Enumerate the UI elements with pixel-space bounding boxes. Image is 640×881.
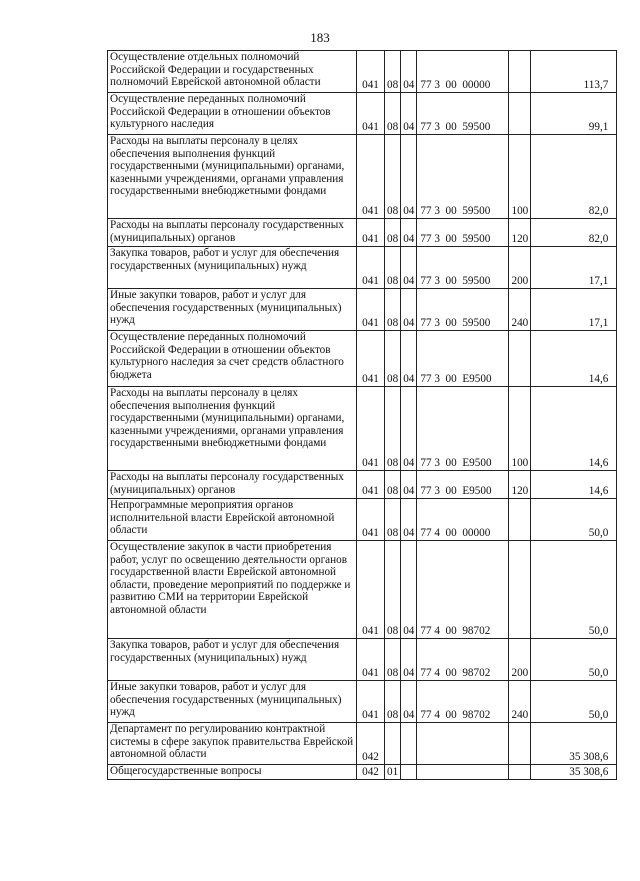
row-code-admin: 041 [357, 681, 385, 723]
row-code-subsection: 04 [401, 471, 417, 499]
row-amount: 14,6 [531, 331, 617, 387]
row-code-section: 01 [385, 765, 401, 780]
row-code-section: 08 [385, 93, 401, 135]
row-code-target: 77 3 00 00000 [417, 51, 509, 93]
row-amount: 113,7 [531, 51, 617, 93]
row-code-section [385, 723, 401, 765]
row-name: Закупка товаров, работ и услуг для обеспечения государственных (муниципальных) нужд [108, 639, 357, 681]
row-name: Осуществление переданных полномочий Российской Федерации в отношении объектов культурного наследия [108, 93, 357, 135]
row-code-expense-type: 120 [509, 219, 531, 247]
row-amount: 17,1 [531, 289, 617, 331]
row-code-admin: 041 [357, 387, 385, 471]
row-name: Расходы на выплаты персоналу в целях обеспечения выполнения функций государственными (муниципальными) органами, казенными учреждениями, органами управления государственными внебюджетными фондами [108, 387, 357, 471]
row-code-admin: 041 [357, 93, 385, 135]
row-code-expense-type [509, 765, 531, 780]
row-code-subsection: 04 [401, 51, 417, 93]
row-code-expense-type [509, 51, 531, 93]
row-code-section: 08 [385, 135, 401, 219]
row-code-subsection: 04 [401, 247, 417, 289]
table-row [108, 93, 617, 135]
row-code-expense-type [509, 499, 531, 541]
row-code-admin: 041 [357, 541, 385, 639]
row-name: Департамент по регулированию контрактной системы в сфере закупок правительства Еврейской автономной области [108, 723, 357, 765]
row-code-target: 77 3 00 59500 [417, 219, 509, 247]
row-code-section: 08 [385, 541, 401, 639]
table-row [108, 331, 617, 387]
row-amount: 14,6 [531, 471, 617, 499]
row-code-admin: 041 [357, 51, 385, 93]
row-name: Закупка товаров, работ и услуг для обеспечения государственных (муниципальных) нужд [108, 247, 357, 289]
table-row [108, 541, 617, 639]
row-code-target [417, 723, 509, 765]
row-amount: 35 308,6 [531, 765, 617, 780]
row-amount: 50,0 [531, 639, 617, 681]
row-name: Осуществление отдельных полномочий Российской Федерации и государственных полномочий Еврейской автономной области [108, 51, 357, 93]
table-row [108, 289, 617, 331]
row-code-target: 77 3 00 59500 [417, 289, 509, 331]
row-code-subsection: 04 [401, 499, 417, 541]
table-row [108, 51, 617, 93]
row-code-target: 77 4 00 98702 [417, 541, 509, 639]
row-code-expense-type: 200 [509, 639, 531, 681]
row-code-section: 08 [385, 219, 401, 247]
row-code-section: 08 [385, 387, 401, 471]
row-code-expense-type: 200 [509, 247, 531, 289]
row-code-section: 08 [385, 639, 401, 681]
row-code-subsection: 04 [401, 135, 417, 219]
row-code-target: 77 3 00 E9500 [417, 471, 509, 499]
row-amount: 82,0 [531, 219, 617, 247]
table-row [108, 387, 617, 471]
row-code-expense-type [509, 93, 531, 135]
row-code-expense-type: 120 [509, 471, 531, 499]
row-name: Расходы на выплаты персоналу государственных (муниципальных) органов [108, 471, 357, 499]
row-code-admin: 041 [357, 247, 385, 289]
row-code-admin: 042 [357, 723, 385, 765]
row-code-subsection [401, 765, 417, 780]
row-name: Осуществление закупок в части приобретения работ, услуг по освещению деятельности органов государственной власти Еврейской автономной области, проведение мероприятий по поддержке и развитию СМИ на территории Еврейской автономной области [108, 541, 357, 639]
row-code-target: 77 3 00 59500 [417, 135, 509, 219]
row-amount: 82,0 [531, 135, 617, 219]
row-amount: 50,0 [531, 541, 617, 639]
row-amount: 17,1 [531, 247, 617, 289]
row-code-target: 77 4 00 98702 [417, 639, 509, 681]
row-code-section: 08 [385, 331, 401, 387]
row-code-target: 77 3 00 E9500 [417, 387, 509, 471]
row-amount: 99,1 [531, 93, 617, 135]
table-row [108, 219, 617, 247]
row-code-target [417, 765, 509, 780]
row-code-admin: 041 [357, 331, 385, 387]
row-name: Расходы на выплаты персоналу в целях обеспечения выполнения функций государственными (муниципальными) органами, казенными учреждениями, органами управления государственными внебюджетными фондами [108, 135, 357, 219]
table-row [108, 135, 617, 219]
row-code-subsection [401, 723, 417, 765]
table-body [108, 51, 617, 780]
row-code-expense-type [509, 723, 531, 765]
row-code-admin: 041 [357, 639, 385, 681]
row-code-subsection: 04 [401, 93, 417, 135]
row-code-target: 77 3 00 E9500 [417, 331, 509, 387]
row-code-admin: 041 [357, 289, 385, 331]
page-number: 183 [310, 30, 330, 45]
table-row [108, 765, 617, 780]
row-code-section: 08 [385, 247, 401, 289]
table-row [108, 499, 617, 541]
row-code-section: 08 [385, 289, 401, 331]
table-row [108, 639, 617, 681]
row-code-target: 77 4 00 98702 [417, 681, 509, 723]
row-code-target: 77 4 00 00000 [417, 499, 509, 541]
row-name: Иные закупки товаров, работ и услуг для обеспечения государственных (муниципальных) нужд [108, 289, 357, 331]
row-name: Осуществление переданных полномочий Российской Федерации в отношении объектов культурного наследия за счет средств областного бюджета [108, 331, 357, 387]
row-code-target: 77 3 00 59500 [417, 247, 509, 289]
row-name: Иные закупки товаров, работ и услуг для обеспечения государственных (муниципальных) нужд [108, 681, 357, 723]
row-code-admin: 041 [357, 471, 385, 499]
table-row [108, 723, 617, 765]
row-amount: 35 308,6 [531, 723, 617, 765]
row-name: Расходы на выплаты персоналу государственных (муниципальных) органов [108, 219, 357, 247]
row-code-admin: 041 [357, 219, 385, 247]
table-row [108, 247, 617, 289]
row-code-subsection: 04 [401, 541, 417, 639]
budget-table [107, 50, 617, 780]
row-code-subsection: 04 [401, 219, 417, 247]
row-code-admin: 041 [357, 499, 385, 541]
row-amount: 50,0 [531, 681, 617, 723]
row-code-expense-type: 100 [509, 387, 531, 471]
row-code-section: 08 [385, 51, 401, 93]
row-code-subsection: 04 [401, 639, 417, 681]
row-code-subsection: 04 [401, 387, 417, 471]
row-code-expense-type: 100 [509, 135, 531, 219]
table-row [108, 681, 617, 723]
row-code-section: 08 [385, 499, 401, 541]
row-name: Непрограммные мероприятия органов исполнительной власти Еврейской автономной области [108, 499, 357, 541]
row-amount: 50,0 [531, 499, 617, 541]
row-code-subsection: 04 [401, 681, 417, 723]
row-code-admin: 042 [357, 765, 385, 780]
row-code-expense-type [509, 541, 531, 639]
row-amount: 14,6 [531, 387, 617, 471]
row-code-section: 08 [385, 681, 401, 723]
row-name: Общегосударственные вопросы [108, 765, 357, 780]
row-code-expense-type [509, 331, 531, 387]
row-code-admin: 041 [357, 135, 385, 219]
row-code-expense-type: 240 [509, 289, 531, 331]
row-code-target: 77 3 00 59500 [417, 93, 509, 135]
row-code-subsection: 04 [401, 289, 417, 331]
row-code-expense-type: 240 [509, 681, 531, 723]
table-row [108, 471, 617, 499]
row-code-subsection: 04 [401, 331, 417, 387]
row-code-section: 08 [385, 471, 401, 499]
